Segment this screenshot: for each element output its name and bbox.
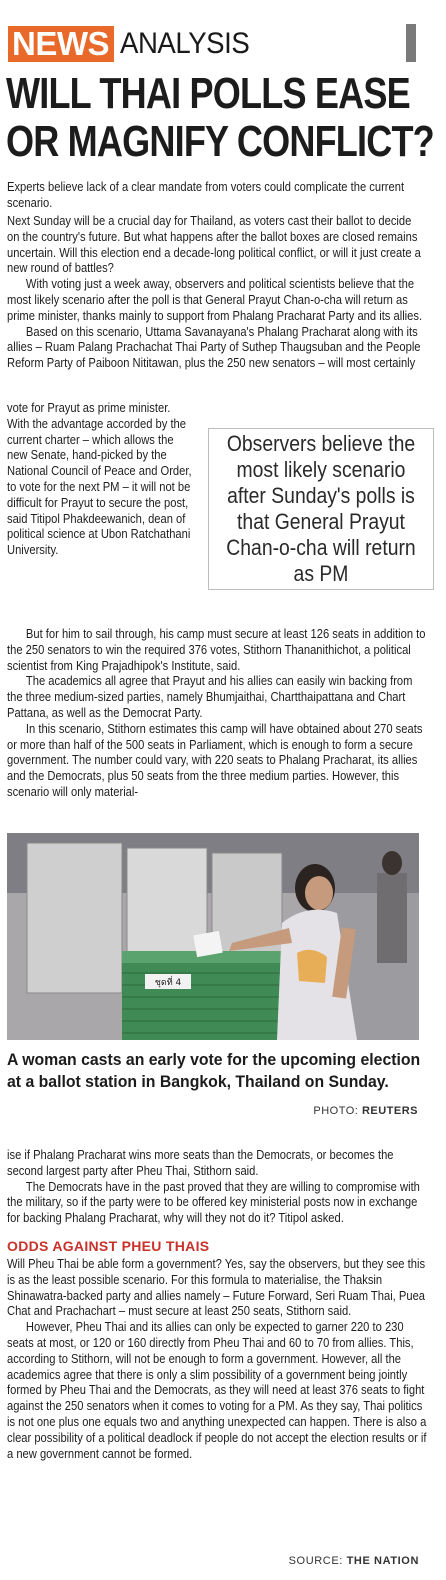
- source-label: SOURCE:: [288, 1555, 343, 1567]
- subheading: ODDS AGAINST PHEU THAIS: [7, 1238, 210, 1254]
- paragraph: However, Pheu Thai and its allies can only be expected to garner 220 to 230 seats at most, or 120 or 160 directly from Pheu Thai and 60 to 70 from allies. This, according to Stithorn, will not be enough to form a government. However, all the academics agree that there is only a slim possibility of a government being jointly formed by Pheu Thai and the Democrats, as they will need at least 376 seats to fight against the 250 senators when it comes to voting for a PM. As they say, Thai politics is not one plus one equals two and anything unexpected can happen. There is also a clear possibility of a political deadlock if people do not accept the election results or if a new government cannot be formed.: [7, 1319, 427, 1461]
- headline-line-2: OR MAGNIFY CONFLICT?: [6, 117, 434, 166]
- paragraph: ise if Phalang Pracharat wins more seats than the Democrats, or becomes the second largest party after Pheu Thai, Stithorn said.: [7, 1147, 394, 1178]
- standfirst: [7, 179, 427, 211]
- paragraph: Will Pheu Thai be able form a government? Yes, say the observers, but they see this is as the least possible scenario. For this formula to materialise, the Thaksin Shinawatra-backed party and allies namely – Future Forward, Seri Ruam Thai, Puea Chat and Prachachart – must secure at least 250 seats, Stithorn said.: [7, 1256, 426, 1319]
- section-kicker: [8, 26, 261, 62]
- paragraph: With voting just a week away, observers and political scientists believe that the most likely scenario after the poll is that General Prayut Chan-o-cha will return as prime minister, thanks mainly to support from Phalang Pracharat Party and its allies.: [7, 276, 423, 323]
- paragraph: vote for Prayut as prime minister. With the advantage accorded by the current charter – which allows the new Senate, hand-picked by the National Council of Peace and Order, to vote for the next PM – it will not be difficult for Prayut to secure the post, said Titipol Phakdeewanich, dean of political science at Ubon Ratchathani University.: [7, 400, 192, 558]
- photo-caption-text: A woman casts an early vote for the upcoming election at a ballot station in Bangkok, Thailand on Sunday.: [7, 1050, 421, 1091]
- source-credit: [283, 1555, 419, 1567]
- paragraph: But for him to sail through, his camp must secure at least 126 seats in addition to the 250 senators to win the required 376 votes, Stithorn Thananithichot, a political scientist from King Prajadhipok's Institute, said.: [7, 626, 426, 673]
- photo-caption: [7, 1049, 427, 1093]
- ballot-box-label: ชุดที่ 4: [154, 978, 182, 988]
- paragraph: In this scenario, Stithorn estimates this camp will have obtained about 270 seats or more than half of the 500 seats in Parliament, which is enough to form a secure government. The number could vary, with 220 seats to Phalang Pracharat, its allies and the Democrats, plus 50 seats from the three medium parties. However, this scenario will only material-: [7, 720, 423, 799]
- standfirst-text: Experts believe lack of a clear mandate from voters could complicate the current scenario.: [7, 179, 405, 210]
- body-block-mid: [7, 626, 427, 800]
- kicker-label: ANALYSIS: [120, 27, 250, 60]
- paragraph: The Democrats have in the past proved that they are willing to compromise with the military, so if the party were to be offered key ministerial posts now in exchange for backing Phalang Pracharat, why will they not do it? Titipol asked.: [7, 1178, 420, 1226]
- news-photo: [7, 833, 419, 1040]
- paragraph: Based on this scenario, Uttama Savanayana's Phalang Pracharat along with its allies – Ruam Palang Prachachat Thai Party of Suthep Thaugsuban and the People Reform Party of Paiboon Nititawan, plus the 250 new senators – will most certainly: [7, 323, 421, 371]
- photo-illustration: [7, 833, 419, 1040]
- body-block-after-photo: [7, 1147, 427, 1226]
- body-block-end: [7, 1256, 427, 1461]
- headline-line-1: WILL THAI POLLS EASE: [6, 69, 410, 118]
- news-badge: NEWS: [8, 26, 114, 62]
- pull-quote: [208, 428, 434, 590]
- body-left-column: [7, 387, 193, 571]
- body-block-top: [7, 213, 427, 371]
- pull-quote-text: Observers believe the most likely scenario after Sunday's polls is that General Prayut Chan-o-cha will return as PM: [226, 431, 416, 586]
- paragraph: The academics all agree that Prayut and his allies can easily win backing from the three medium-sized parties, namely Bhumjaithai, Chartthaipattana and Chart Pattana, as well as the Democrat Party.: [7, 673, 413, 720]
- headline: [6, 69, 434, 168]
- source-name: THE NATION: [346, 1555, 419, 1567]
- header-marker: [406, 24, 416, 62]
- photo-credit: [313, 1105, 418, 1117]
- photo-credit-source: REUTERS: [361, 1105, 418, 1117]
- photo-credit-label: PHOTO:: [313, 1105, 359, 1117]
- paragraph: Next Sunday will be a crucial day for Thailand, as voters cast their ballot to decide on the country's future. But what happens after the ballot boxes are closed remains uncertain. Will this election end a decade-long political conflict, or will it just create a new round of battles?: [7, 213, 421, 276]
